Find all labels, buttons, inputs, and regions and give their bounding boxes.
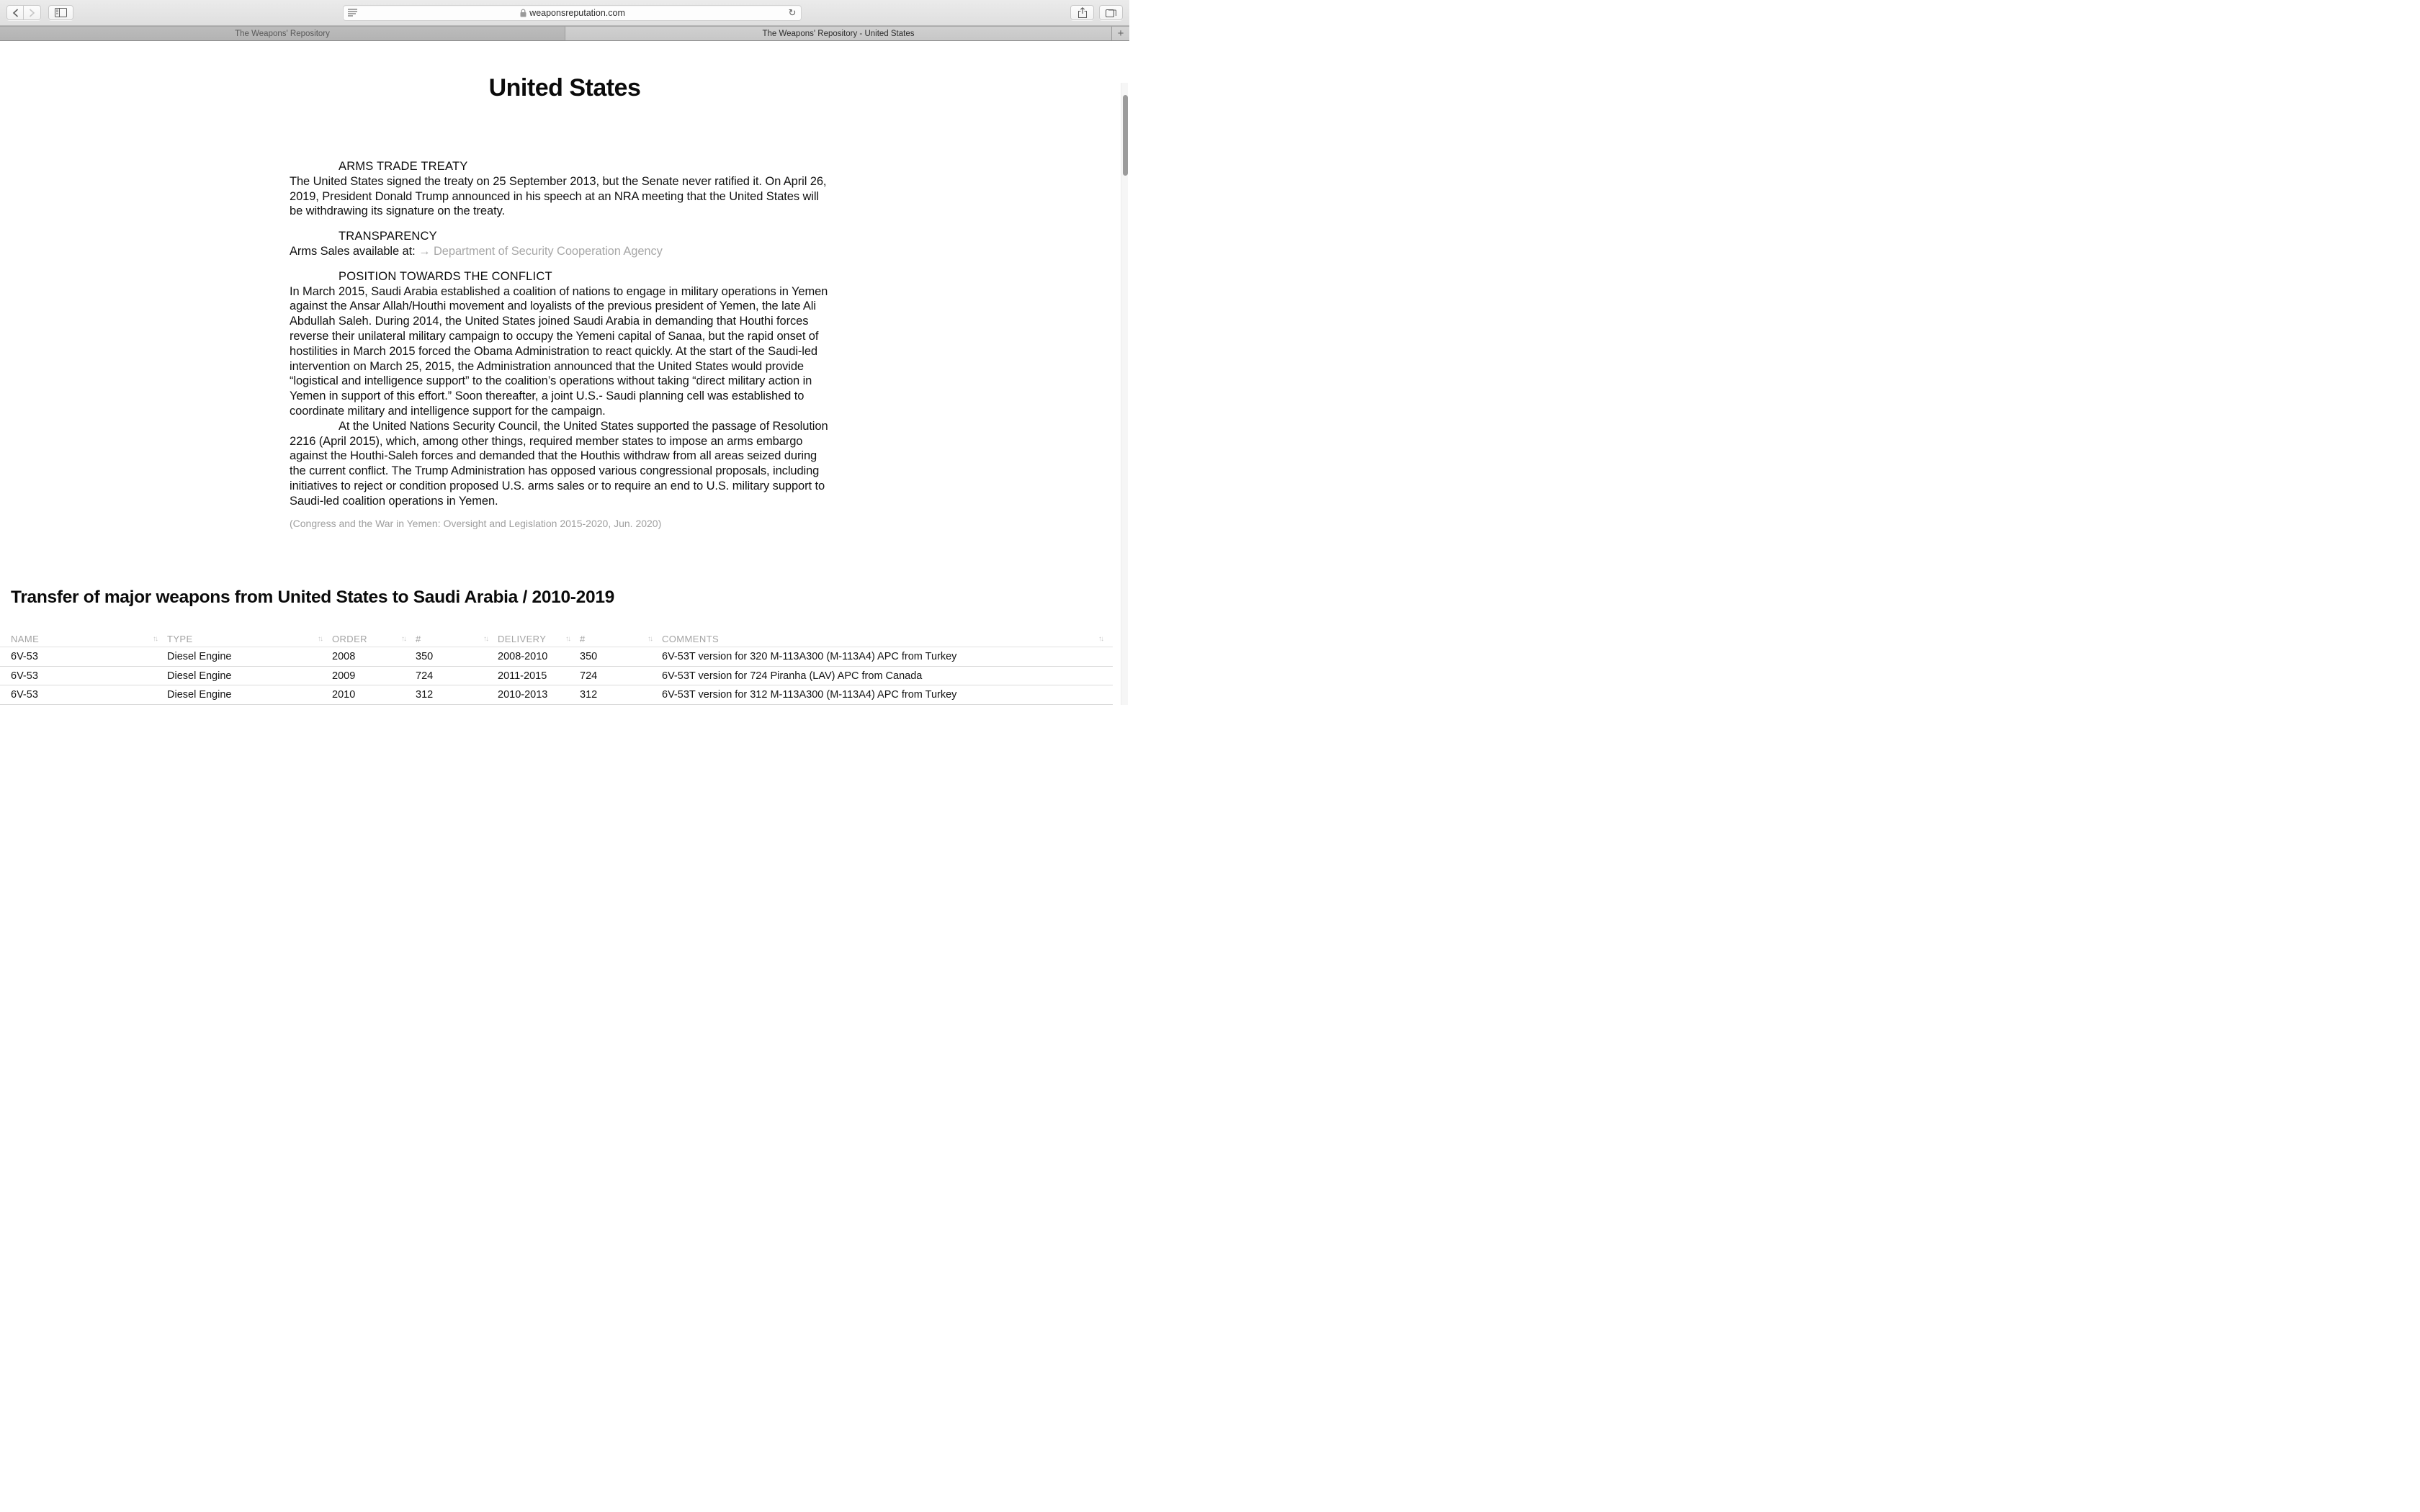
arms-sales-label: Arms Sales available at: — [290, 244, 419, 258]
table-body — [0, 647, 1113, 705]
table-cell: 350 — [580, 651, 598, 663]
table-row[interactable] — [0, 647, 1113, 667]
column-header-6[interactable] — [662, 634, 1113, 644]
sort-arrows-icon[interactable]: ↑↓ — [565, 635, 570, 644]
link-arrow: → — [418, 244, 431, 258]
section-heading-position: POSITION TOWARDS THE CONFLICT — [339, 269, 552, 283]
table-cell: 312 — [580, 689, 598, 701]
sort-arrows-icon[interactable]: ↑↓ — [153, 635, 157, 644]
position-paragraph-2: At the United Nations Security Council, the United States supported the passage of Resolution 2216 (April 2015), which, among other things, required member states to impose an arms embargo against the Houthi-Saleh forces and demanded that the Houthis withdraw from all areas seized during the current conflict. The Trump Administration has opposed various congressional proposals, including initiatives to reject or condition proposed U.S. arms sales or to require an end to U.S. military support to Saudi-led coalition operations in Yemen. — [290, 419, 828, 508]
tab-weapons-repository[interactable] — [0, 27, 565, 40]
article-column — [290, 159, 831, 531]
column-header-1[interactable] — [167, 634, 332, 644]
url-text: weaponsreputation.com — [529, 7, 625, 18]
sort-arrows-icon[interactable]: ↑↓ — [647, 635, 652, 644]
share-icon — [1078, 7, 1087, 18]
address-bar[interactable] — [343, 5, 802, 21]
tab-label: The Weapons' Repository - United States — [762, 29, 915, 38]
table-cell: 724 — [580, 670, 598, 682]
table-cell: 6V-53T version for 312 M-113A300 (M-113A4) APC from Turkey — [662, 689, 957, 701]
page-content — [0, 41, 1129, 705]
table-cell: 2010 — [332, 689, 356, 701]
position-paragraph-1: In March 2015, Saudi Arabia established a coalition of nations to engage in military operations in Yemen against the Ansar Allah/Houthi movement and loyalists of the previous president of Yemen, the late Ali Abdullah Saleh. During 2014, the United States joined Saudi Arabia in demanding that Houthi forces reverse their unilateral military campaign to occupy the Yemeni capital of Sanaa, but the rapid onset of hostilities in March 2015 forced the Obama Administration to react quickly. At the start of the Saudi-led intervention on March 25, 2015, the Administration announced that the United States would provide “logistical and intelligence support” to the coalition’s operations without taking “direct military action in Yemen in support of this effort.” Soon thereafter, a joint U.S.- Saudi planning cell was established to coordinate military and intelligence support for the campaign. — [290, 284, 828, 418]
citation-text: (Congress and the War in Yemen: Oversight and Legislation 2015-2020, Jun. 2020) — [290, 517, 662, 529]
arms-trade-treaty-paragraph: The United States signed the treaty on 25 September 2013, but the Senate never ratified it. On April 26, 2019, President Donald Trump announced in his speech at an NRA meeting that the United States will be withdrawing its signature on the treaty. — [290, 174, 827, 218]
tab-bar — [0, 26, 1129, 41]
column-header-label: NAME — [11, 634, 40, 645]
table-cell: 2008 — [332, 651, 356, 663]
table-cell: 6V-53 — [11, 651, 38, 663]
transfers-table-title: Transfer of major weapons from United States to Saudi Arabia / 2010-2019 — [11, 588, 614, 608]
table-header-row — [0, 631, 1113, 647]
table-cell: 6V-53 — [11, 670, 38, 682]
sort-arrows-icon[interactable]: ↑↓ — [318, 635, 322, 644]
page-title: United States — [488, 74, 641, 102]
table-cell: 2011-2015 — [498, 670, 547, 682]
lock-icon — [520, 9, 526, 17]
back-button[interactable] — [6, 5, 24, 20]
tab-overview-icon — [1106, 8, 1116, 17]
sidebar-icon — [55, 8, 67, 17]
section-heading-arms-trade-treaty: ARMS TRADE TREATY — [339, 160, 468, 173]
table-row[interactable] — [0, 667, 1113, 686]
column-header-0[interactable] — [0, 634, 167, 644]
table-cell: 6V-53 — [11, 689, 38, 701]
column-header-4[interactable] — [498, 634, 580, 644]
forward-button[interactable] — [24, 5, 41, 20]
reload-icon[interactable]: ↻ — [788, 7, 797, 18]
table-cell: 6V-53T version for 724 Piranha (LAV) APC from Canada — [662, 670, 923, 682]
column-header-3[interactable] — [416, 634, 498, 644]
reader-mode-icon[interactable] — [348, 9, 357, 17]
table-cell: Diesel Engine — [167, 689, 232, 701]
table-cell: Diesel Engine — [167, 651, 232, 663]
forward-chevron-icon — [29, 9, 35, 17]
column-header-label: COMMENTS — [662, 634, 720, 645]
transfers-section — [0, 588, 1129, 705]
table-cell: 312 — [416, 689, 434, 701]
share-button[interactable] — [1070, 5, 1094, 20]
plus-icon: + — [1117, 27, 1124, 40]
tab-weapons-repository-united-states[interactable] — [565, 27, 1111, 40]
table-cell: 350 — [416, 651, 434, 663]
back-chevron-icon — [12, 9, 19, 17]
tab-label: The Weapons' Repository — [235, 29, 330, 38]
dsca-link-label[interactable]: Department of Security Cooperation Agency — [433, 244, 663, 258]
dsca-link[interactable] — [431, 245, 663, 258]
column-header-label: # — [580, 634, 586, 645]
sidebar-button[interactable] — [48, 5, 73, 20]
transfers-table — [0, 631, 1113, 705]
column-header-5[interactable] — [580, 634, 662, 644]
vertical-scrollbar-track[interactable] — [1121, 83, 1128, 705]
sort-arrows-icon[interactable]: ↑↓ — [401, 635, 405, 644]
new-tab-button[interactable] — [1111, 27, 1129, 40]
table-row[interactable] — [0, 685, 1113, 705]
table-cell: Diesel Engine — [167, 670, 232, 682]
transparency-line — [290, 244, 831, 259]
table-cell: 6V-53T version for 320 M-113A300 (M-113A4) APC from Turkey — [662, 651, 957, 663]
sort-arrows-icon[interactable]: ↑↓ — [1098, 635, 1103, 644]
table-cell: 2010-2013 — [498, 689, 548, 701]
table-cell: 724 — [416, 670, 434, 682]
column-header-2[interactable] — [332, 634, 416, 644]
table-cell: 2008-2010 — [498, 651, 548, 663]
column-header-label: ORDER — [332, 634, 367, 645]
column-header-label: # — [416, 634, 421, 645]
column-header-label: DELIVERY — [498, 634, 547, 645]
vertical-scrollbar-thumb[interactable] — [1123, 95, 1128, 176]
section-heading-transparency: TRANSPARENCY — [339, 230, 437, 243]
column-header-label: TYPE — [167, 634, 193, 645]
sort-arrows-icon[interactable]: ↑↓ — [483, 635, 488, 644]
tab-overview-button[interactable] — [1099, 5, 1123, 20]
table-cell: 2009 — [332, 670, 356, 682]
browser-toolbar — [0, 0, 1129, 26]
